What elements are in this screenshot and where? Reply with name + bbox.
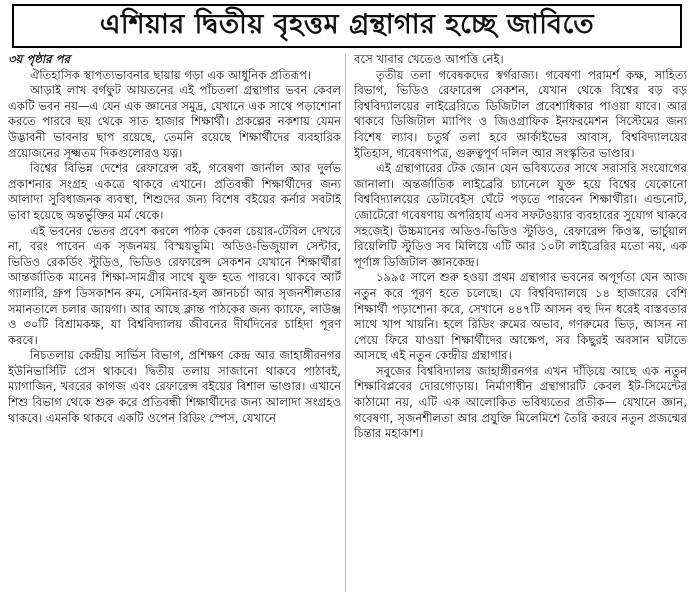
paragraph: ১৯৯৫ সালে শুরু হওয়া প্রথম গ্রন্থাগার ভবনের অপূর্ণতা যেন আজ নতুন করে পূরণ হতে চলেছে। যে বিশ্ববিদ্যালয়ে ১৪ হাজারের বেশি শিক্ষার্থী পড়াশোনা করে, সেখানে ৪৪৭টি আসন বহু দিন ধরেই বাস্তবতার সাথে খাপ খায়নি। হলে রিডিং রুমের অভাব, গণরুমের ভিড়, আসন না পেয়ে ফিরে যাওয়া শিক্ষার্থীদের আক্ষেপ, সব কিছুরই অবসান ঘটাতে আসছে এই নতুন কেন্দ্রীয় গ্রন্থাগার।	[354, 270, 687, 363]
article-column-left	[8, 52, 341, 594]
paragraph: এই ভবনের ভেতর প্রবেশ করলে পাঠক কেবল চেয়ার-টেবিল দেখবে না, বরং পাবেন এক সৃজনময় বিস্ময়ভূমি। অডিও-ভিজুয়াল সেন্টার, ভিডিও রেকর্ডিং স্টুডিও, ভিডিও রেফারেন্স সেকশন যেখানে শিক্ষার্থীরা আন্তর্জাতিক মানের শিক্ষা-সামগ্রীর সাথে যুক্ত হতে পারবে। থাকবে আর্ট গ্যালারি, গ্রুপ ডিসকাশন রুম, সেমিনার-হল জ্ঞানচর্চা আর সৃজনশীলতার সমানতালে চলার জায়গা। আর আছে ক্লান্ত পাঠকের জন্য ক্যাফে, লাউঞ্জ ও ৩০টি বিশ্রামকক্ষ, যা বিশ্ববিদ্যালয় জীবনের দীর্ঘদিনের চাহিদা পূরণ করবে।	[8, 223, 341, 347]
paragraph: ঐতিহাসিক স্থাপত্যভাবনার ছায়ায় গড়া এক আধুনিক প্রতিরূপ।	[30, 67, 312, 82]
article-column-right	[354, 52, 687, 594]
paragraph: সবুজের বিশ্ববিদ্যালয় জাহাঙ্গীরনগর এখন দাঁড়িয়ে আছে এক নতুন শিক্ষাবিপ্লবের দোরগোড়ায়। নির্মাণাধীন গ্রন্থাগারটি কেবল ইট-সিমেন্টের কাঠামো নয়, এটি এক আলোকিত ভবিষ্যতের প্রতীক— যেখানে জ্ঞান, গবেষণা, সৃজনশীলতা আর প্রযুক্তি মিলেমিশে তৈরি করবে নতুন প্রজন্মের চিন্তার মহাকাশ।	[354, 363, 687, 441]
column-divider	[345, 54, 346, 592]
headline: এশিয়ার দ্বিতীয় বৃহত্তম গ্রন্থাগার হচ্ছে জাবিতে	[12, 4, 682, 48]
continuation-label: ৩য় পৃষ্ঠার পর	[8, 52, 70, 66]
paragraph: বসে খাবার খেতেও আপত্তি নেই।	[354, 52, 504, 66]
paragraph: আড়াই লাখ বর্গফুট আয়তনের এই পাঁচতলা গ্রন্থাগার ভবন কেবল একটি ভবন নয়—এ যেন এক জ্ঞানের সমুদ্র, যেখানে এক সাথে পড়াশোনা করতে পারবে ছয় থেকে সাত হাজার শিক্ষার্থী। প্রকল্পের নকশায় যেমন উদ্ভাবনী ভাবনার ছাপ রয়েছে, তেমনি রয়েছে শিক্ষার্থীদের ব্যবহারিক প্রয়োজনের সূক্ষ্মতম দিকগুলোরও যত্ন।	[8, 83, 341, 160]
paragraph: তৃতীয় তলা গবেষকদের স্বর্গরাজ্য। গবেষণা পরামর্শ কক্ষ, সাহিত্য বিভাগ, ভিডিও রেফারেন্স সেকশন, যেখান থেকে বিশ্বের বড় বড় বিশ্ববিদ্যালয়ের লাইব্রেরিতে ডিজিটাল প্রবেশাধিকার পাওয়া যাবে। আর থাকবে ডিজিটাল ম্যাপিং ও জিওগ্রাফিক ইনফরমেশন সিস্টেমের জন্য বিশেষ ল্যাব। চতুর্থ তলা হবে আর্কাইভের আবাস, বিশ্ববিদ্যালয়ের ইতিহাস, গবেষণাপত্র, গুরুত্বপূর্ণ দলিল আর সংস্কৃতির ভাণ্ডার।	[354, 67, 687, 160]
paragraph: এই গ্রন্থাগারের টেক জোন যেন ভবিষ্যতের সাথে সরাসরি সংযোগের জানালা। অন্তর্জাতিক লাইব্রেরি চ্যানেলে যুক্ত হয়ে বিশ্বের যেকোনো বিশ্ববিদ্যালয়ের ডেটাবেইস ঘেঁটে পড়তে পারবেন শিক্ষার্থীরা। এন্ডনোট, জোটেরো গবেষণায় অপরিহার্য এসব সফটওয়্যার ব্যবহারের সুযোগ থাকবে সহজেই। উচ্চমানের অডিও-ভিডিও স্টুডিও, রেফারেন্স কিওস্ক, ভার্চুয়াল রিয়েলিটি স্টুডিও সব মিলিয়ে এটি আর ১০টা লাইব্রেরির মতো নয়, এক পূর্ণাঙ্গ ডিজিটাল জ্ঞানকেন্দ্র।	[354, 161, 687, 269]
paragraph: বিশ্বের বিভিন্ন দেশের রেফারেন্স বই, গবেষণা জার্নাল আর দুর্লভ প্রকাশনার সংগ্রহ একত্রে থাকবে এখানে। প্রতিবন্ধী শিক্ষার্থীদের জন্য আলাদা সুবিধাজনক ব্যবস্থা, শিশুদের জন্য বিশেষ বইয়ের কর্নার সবটাই ভাবা হয়েছে অন্তর্ভুক্তির মর্ম থেকে।	[8, 161, 341, 222]
paragraph: নিচতলায় কেন্দ্রীয় সার্ভিস বিভাগ, প্রশিক্ষণ কেন্দ্র আর জাহাঙ্গীরনগর ইউনিভার্সিটি প্রেস থাকবে। দ্বিতীয় তলায় সাজানো থাকবে পাঠাবই, ম্যাগাজিন, খবরের কাগজ এবং রেফারেন্স বইয়ের বিশাল ভাণ্ডার। এখানে শিশু বিভাগ থেকে শুরু করে প্রতিবন্ধী শিক্ষার্থীদের জন্য আলাদা সংগ্রহও থাকবে। এমনকি থাকবে একটি ওপেন রিডিং স্পেস, যেখানে	[8, 348, 341, 425]
